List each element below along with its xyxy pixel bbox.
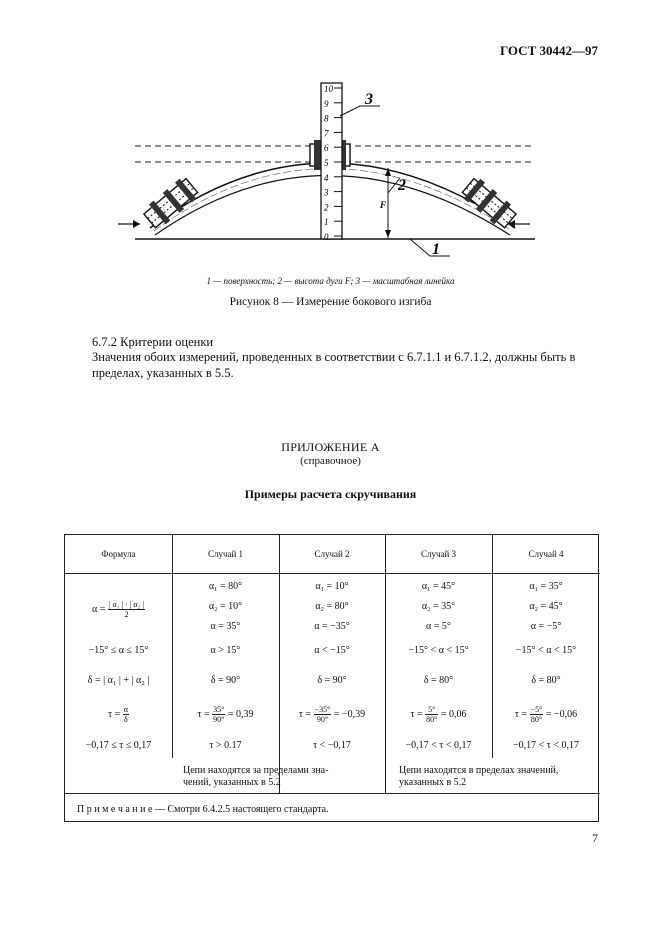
twist-calculation-table [64, 534, 599, 822]
appendix-title: ПРИЛОЖЕНИЕ А [281, 440, 380, 454]
case-2-a: α = −35° [314, 621, 350, 632]
page-number: 7 [592, 831, 598, 845]
case-3-a1: α₁ = 45° [421, 581, 456, 592]
conclusion-cases-1-2: Цепи находятся за пределами зна- чений, указанных в 5.2 [183, 765, 329, 788]
formula-delta: δ = | α₁ | + | α₂ | [87, 675, 150, 686]
case-2-tau: τ = $\frac{-35^\circ}{90^\circ}$ = −0,39 [298, 705, 366, 724]
header-case-1: Случай 1 [207, 549, 244, 559]
section-heading: 6.7.2 Критерии оценки [92, 335, 214, 349]
appendix-subtitle: (справочное) [300, 455, 361, 467]
ruler-tick-label: 1 [324, 217, 329, 228]
header-case-4: Случай 4 [528, 549, 564, 559]
left-clamp [141, 176, 200, 231]
ruler-tick-label: 3 [324, 187, 329, 198]
section-body: Значения обоих измерений, проведенных в соответствии с 6.7.1.1 и 6.7.1.2, должны быть в пределах, указанных в 5.5. [92, 350, 576, 380]
formula-alpha-range: −15° ≤ α ≤ 15° [88, 645, 149, 656]
document-header: ГОСТ 30442—97 [499, 43, 598, 58]
label-F: F [380, 200, 387, 210]
label-3: 3 [365, 91, 373, 108]
conclusion-cases-3-4: Цепи находятся в пределах значений, указанных в 5.2 [399, 765, 559, 788]
case-1-delta: δ = 90° [210, 675, 241, 686]
ruler-tick-label: 0 [324, 232, 329, 242]
case-1-a: α = 35° [210, 621, 241, 632]
figure-caption: Рисунок 8 — Измерение бокового изгиба [229, 296, 432, 308]
case-2-tau-range: τ < −0,17 [313, 740, 351, 751]
case-1-tau: τ = $\frac{35^\circ}{90^\circ}$ = 0,39 [197, 705, 254, 724]
case-2-delta: δ = 90° [317, 675, 347, 686]
case-3-tau: τ = $\frac{5^\circ}{80^\circ}$ = 0,06 [410, 705, 467, 724]
case-3-tau-range: −0,17 < τ < 0,17 [405, 740, 472, 751]
side-bend-drawing [110, 78, 540, 268]
case-1-a1: α₁ = 80° [208, 581, 243, 592]
case-4-a: α = −5° [530, 621, 562, 632]
case-4-tau-range: −0,17 < τ < 0,17 [513, 740, 579, 751]
case-3-delta: δ = 80° [423, 675, 454, 686]
case-1-tau-range: τ > 0.17 [209, 740, 242, 751]
case-4-a2: α₂ = 45° [529, 601, 563, 612]
ruler-tick-label: 6 [324, 143, 329, 154]
table-title: Примеры расчета скручивания [244, 487, 417, 501]
case-1-range: α > 15° [210, 645, 241, 656]
case-3-a2: α₂ = 35° [421, 601, 456, 612]
header-case-3: Случай 3 [420, 549, 457, 559]
ruler-tick-label: 2 [324, 202, 329, 213]
ruler-tick-label: 5 [324, 158, 329, 168]
measuring-ruler [321, 83, 342, 242]
formula-tau: τ = $\frac{\alpha}{\delta}$ [108, 705, 128, 724]
formula-alpha: α = $\frac{\text{| α₁ | · | α₂ |}}{2}$ [92, 600, 144, 619]
case-2-a1: α₁ = 10° [315, 581, 349, 592]
formula-tau-range: −0,17 ≤ τ ≤ 0,17 [85, 740, 152, 751]
case-2-a2: α₂ = 80° [315, 601, 349, 612]
label-1: 1 [432, 241, 440, 258]
table-note: П р и м е ч а н и е — Смотри 6.4.2.5 настоящего стандарта. [77, 804, 329, 815]
label-2: 2 [398, 177, 406, 194]
case-4-tau: τ = $\frac{-5^\circ}{80^\circ}$ = −0,06 [514, 705, 578, 724]
ruler-tick-label: 7 [324, 128, 329, 139]
header-formula: Формула [101, 549, 136, 559]
figure-side-bend [110, 78, 540, 273]
ruler-tick-label: 8 [324, 113, 329, 124]
case-3-range: −15° < α < 15° [408, 645, 469, 656]
case-3-a: α = 5° [426, 621, 451, 632]
header-case-2: Случай 2 [314, 549, 350, 559]
figure-legend: 1 — поверхность; 2 — высота дуги F; 3 — масштабная линейка [206, 276, 455, 286]
ruler-tick-label: 10 [324, 84, 333, 94]
case-4-range: −15° < α < 15° [515, 645, 577, 656]
case-4-a1: α₁ = 35° [529, 581, 563, 592]
ruler-tick-label: 9 [324, 98, 329, 109]
case-1-a2: α₂ = 10° [208, 601, 243, 612]
case-4-delta: δ = 80° [531, 675, 561, 686]
case-2-range: α < −15° [314, 645, 350, 656]
ruler-tick-label: 4 [324, 172, 329, 183]
